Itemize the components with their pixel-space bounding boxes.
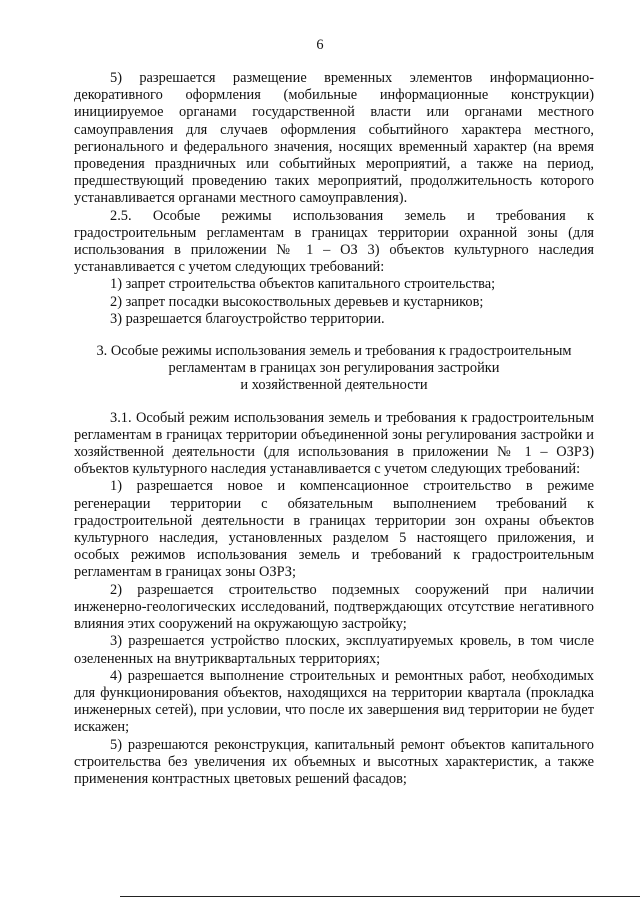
list-item: 3) разрешается благоустройство территории. — [110, 310, 385, 327]
list-item: 5) разрешаются реконструкция, капитальный ремонт объектов капитального строительства без увеличения их объемных и высотных характеристик, а также применения контрастных цветовых решений фасадов; — [74, 736, 594, 787]
scan-edge-line — [120, 896, 640, 897]
paragraph-3-1: 3.1. Особый режим использования земель и требования к градостроительным регламентам в границах территории объединенной зоны регулирования застройки и хозяйственной деятельности (для использования в приложении № 1 – ОЗРЗ) объектов культурного наследия устанавливается с учетом следующих требований: — [74, 409, 594, 478]
paragraph-item-5: 5) разрешается размещение временных элементов информационно-декоративного оформления (мобильные информационные конструкции) инициируемое органами государственной власти или органами местного самоуправления для случаев оформления событийного характера местного, регионального и федерального значения, носящих временный характер (на время проведения праздничных или событийных мероприятий, а также на период, предшествующий проведению таких мероприятий, продолжительность которого устанавливается органами местного самоуправления). — [74, 70, 594, 207]
section-3-heading — [74, 343, 594, 395]
page-number: 6 — [316, 37, 324, 53]
page-content — [74, 70, 594, 788]
section-heading-line: 3. Особые режимы использования земель и требования к градостроительным — [96, 343, 572, 360]
list-item: 2) запрет посадки высокоствольных деревьев и кустарников; — [110, 293, 484, 310]
section-heading-line: регламентам в границах зон регулирования застройки — [168, 360, 500, 377]
list-item: 1) запрет строительства объектов капитального строительства; — [110, 276, 496, 293]
list-item: 1) разрешается новое и компенсационное строительство в режиме регенерации территории с обязательным выполнением требований к градостроительной деятельности в границах территории зон охраны объектов культурного наследия, установленных разделом 5 настоящего приложения, и особых режимов использования земель и требований к градостроительным регламентам в границах зоны ОЗРЗ; — [74, 478, 594, 581]
list-item: 2) разрешается строительство подземных сооружений при наличии инженерно-геологических исследований, подтверждающих отсутствие негативного влияния этих сооружений на окружающую застройку; — [74, 581, 594, 633]
section-heading-line: и хозяйственной деятельности — [240, 377, 428, 394]
paragraph-2-5: 2.5. Особые режимы использования земель и требования к градостроительным регламентам в границах территории охранной зоны (для использования в приложении № 1 – ОЗ 3) объектов культурного наследия устанавливается с учетом следующих требований: — [74, 207, 594, 276]
list-item: 4) разрешается выполнение строительных и ремонтных работ, необходимых для функционирования объектов, находящихся на территории квартала (прокладка инженерных сетей), при условии, что после их завершения вид территории не будет искажен; — [74, 667, 594, 736]
list-item: 3) разрешается устройство плоских, эксплуатируемых кровель, в том числе озелененных на внутриквартальных территориях; — [74, 633, 594, 667]
